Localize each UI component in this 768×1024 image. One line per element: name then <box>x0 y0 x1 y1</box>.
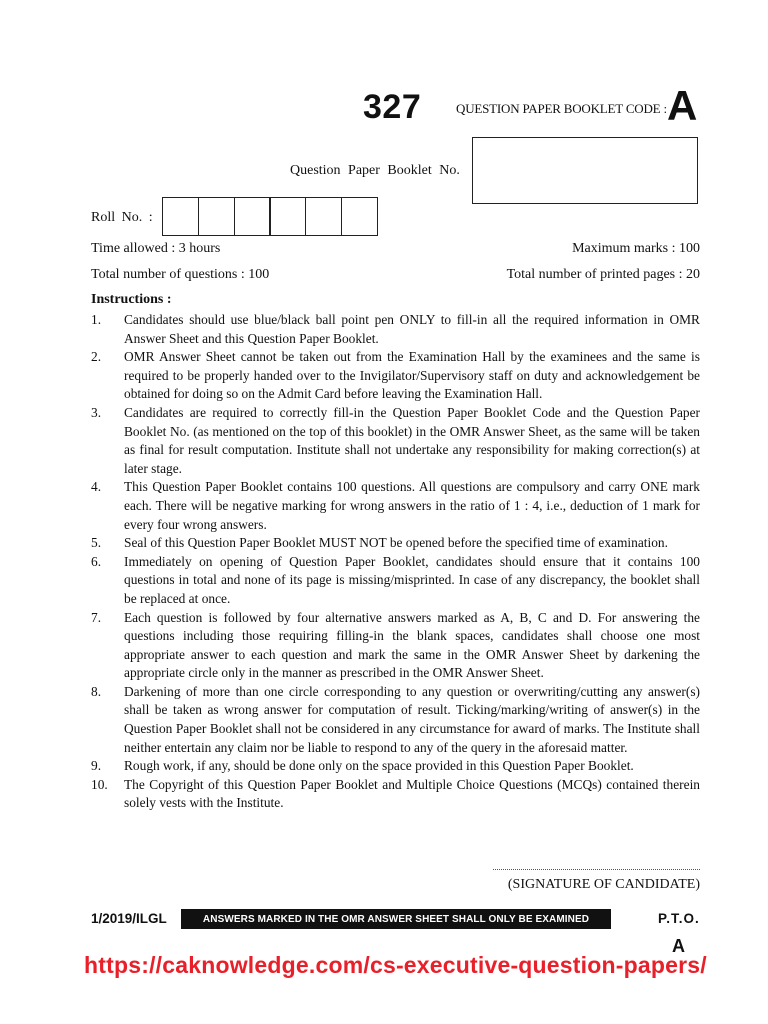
instruction-item <box>91 534 700 553</box>
instruction-number: 8. <box>91 683 102 699</box>
time-allowed: Time allowed : 3 hours <box>91 241 221 256</box>
total-questions: Total number of questions : 100 <box>91 267 270 282</box>
instruction-text: Candidates should use blue/black ball point pen ONLY to fill-in all the required information in OMR Answer Sheet and this Question Paper Booklet. <box>124 312 700 346</box>
pto-label: P.T.O. <box>658 911 700 926</box>
instruction-number: 4. <box>91 479 102 495</box>
instruction-number: 7. <box>91 609 102 625</box>
instruction-item <box>91 757 700 776</box>
omr-notice-banner <box>181 909 611 929</box>
instruction-text: Seal of this Question Paper Booklet MUST NOT be opened before the specified time of examination. <box>124 535 668 551</box>
roll-number-boxes <box>162 197 377 236</box>
footer-booklet-code: A <box>672 936 685 956</box>
instruction-text: This Question Paper Booklet contains 100 questions. All questions are compulsory and carry ONE mark each. There will be negative marking for wrong answers in the ratio of 1 : 4, i.e., deduction of 1 mark for every four wrong answers. <box>124 479 700 532</box>
instruction-number: 9. <box>91 758 102 774</box>
instruction-item <box>91 311 700 348</box>
instructions-title: Instructions : <box>91 292 172 307</box>
roll-digit-box[interactable] <box>269 197 306 236</box>
instruction-text: Darkening of more than one circle corresponding to any question or overwriting/cutting any answer(s) shall be taken as wrong answer for computation of result. Ticking/marking/writing of answer(s) in the Question Paper Booklet shall not be considered in any circumstance for award of marks. The Institute shall neither entertain any claim nor be liable to respond to any of the query in the aforesaid matter. <box>124 683 700 755</box>
instruction-item <box>91 478 700 534</box>
booklet-code-label: QUESTION PAPER BOOKLET CODE : <box>456 101 667 116</box>
paper-number: 327 <box>363 88 422 126</box>
instruction-number: 3. <box>91 404 102 420</box>
roll-digit-box[interactable] <box>234 197 271 236</box>
instruction-number: 6. <box>91 553 102 569</box>
booklet-number-box[interactable] <box>472 137 698 204</box>
instruction-number: 1. <box>91 312 102 327</box>
instruction-text: Each question is followed by four alternative answers marked as A, B, C and D. For answering the questions including those requiring filling-in the blank spaces, candidates shall choose one most appropriate answer to each question and mark the same in the OMR Answer Sheet by darkening the appropriate circle only in the manner as prescribed in the OMR Answer Sheet. <box>124 609 700 681</box>
instructions-list <box>91 311 700 813</box>
instruction-number: 5. <box>91 535 102 551</box>
watermark-url-link[interactable]: https://caknowledge.com/cs-executive-question-papers/ <box>84 952 707 978</box>
instruction-item <box>91 348 700 404</box>
instruction-item <box>91 609 700 683</box>
instruction-item <box>91 553 700 609</box>
signature-line <box>493 869 700 870</box>
instruction-number: 2. <box>91 349 102 365</box>
signature-label: (SIGNATURE OF CANDIDATE) <box>507 877 700 892</box>
instruction-item <box>91 776 700 813</box>
instruction-text: Immediately on opening of Question Paper Booklet, candidates should ensure that it contains 100 questions in total and none of its page is missing/misprinted. In case of any discrepancy, the booklet shall be replaced at once. <box>124 553 700 606</box>
maximum-marks: Maximum marks : 100 <box>572 241 700 256</box>
total-pages: Total number of printed pages : 20 <box>506 267 700 282</box>
instruction-item <box>91 683 700 757</box>
instruction-text: The Copyright of this Question Paper Booklet and Multiple Choice Questions (MCQs) contained therein solely vests with the Institute. <box>124 776 700 811</box>
roll-number-label: Roll No. : <box>91 210 153 225</box>
paper-code: 1/2019/ILGL <box>91 911 167 926</box>
instruction-item <box>91 404 700 478</box>
roll-digit-box[interactable] <box>198 197 235 236</box>
roll-digit-box[interactable] <box>162 197 199 236</box>
roll-digit-box[interactable] <box>341 197 378 236</box>
omr-notice-text: ANSWERS MARKED IN THE OMR ANSWER SHEET SHALL ONLY BE EXAMINED <box>202 913 590 925</box>
instruction-text: Rough work, if any, should be done only on the space provided in this Question Paper Booklet. <box>124 758 634 774</box>
instruction-text: OMR Answer Sheet cannot be taken out from the Examination Hall by the examinees and the same is required to be properly handed over to the Invigilator/Supervisory staff on duty and acknowledgement be obtained for doing so on the Admit Card before leaving the Examination Hall. <box>124 349 700 402</box>
roll-digit-box[interactable] <box>305 197 342 236</box>
booklet-code: A <box>667 82 698 129</box>
booklet-number-label: Question Paper Booklet No. <box>290 163 460 178</box>
instruction-number: 10. <box>91 776 108 792</box>
instruction-text: Candidates are required to correctly fill-in the Question Paper Booklet Code and the Question Paper Booklet No. (as mentioned on the top of this booklet) in the OMR Answer Sheet, as the same will be taken as final for result computation. Institute shall not undertake any responsibility for making correction(s) at later stage. <box>124 404 700 476</box>
